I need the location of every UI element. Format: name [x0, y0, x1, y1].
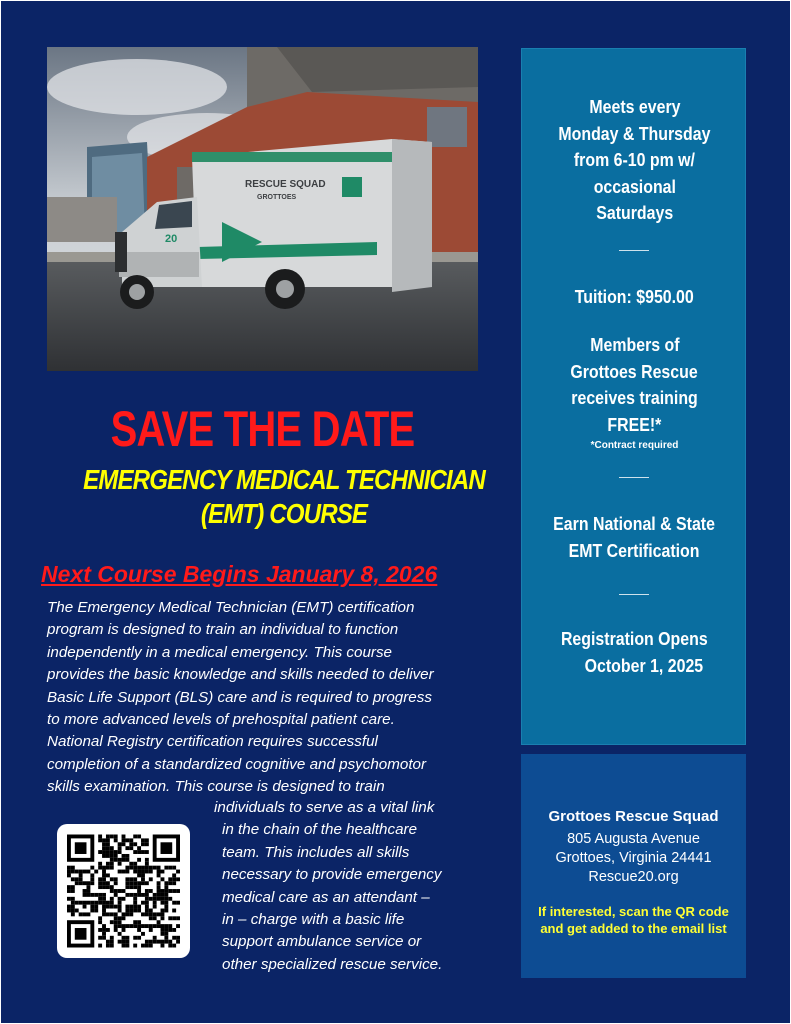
description-line: in – charge with a basic life	[222, 911, 405, 929]
qr-code-image[interactable]	[67, 834, 180, 948]
certification-line: Earn National & State	[553, 513, 716, 534]
course-title-line-1: EMERGENCY MEDICAL TECHNICIAN	[83, 464, 485, 495]
ambulance-unit-number: 20	[165, 233, 178, 245]
description-line: The Emergency Medical Technician (EMT) certification	[47, 599, 415, 616]
contact-panel	[521, 754, 746, 978]
description-line: provides the basic knowledge and skills needed to deliver	[47, 666, 434, 684]
members-line: Members of	[589, 334, 680, 355]
members-free-note	[522, 332, 747, 438]
description-line: necessary to provide emergency	[222, 866, 442, 884]
divider	[619, 594, 649, 595]
tuition	[522, 284, 747, 311]
schedule-line: Saturdays	[596, 202, 673, 223]
description-line: team. This includes all skills	[222, 843, 410, 861]
divider	[619, 477, 649, 478]
description-line: to more advanced levels of prehospital patient care.	[47, 711, 395, 729]
course-title	[41, 463, 527, 531]
address-city: Grottoes, Virginia 24441	[555, 850, 712, 866]
contract-note: *Contract required	[590, 440, 679, 451]
qr-code[interactable]	[57, 824, 190, 958]
organization-name: Grottoes Rescue Squad	[548, 808, 719, 825]
schedule-line: Monday & Thursday	[558, 122, 711, 144]
description-line: Basic Life Support (BLS) care and is required to progress	[47, 688, 432, 706]
description-line: program is designed to train an individual to function	[47, 621, 399, 639]
call-to-action: If interested, scan the QR code and get added to the email list	[538, 904, 729, 936]
members-line: Grottoes Rescue	[570, 360, 699, 382]
next-course-date: Next Course Begins January 8, 2026	[41, 561, 438, 587]
description-line: medical care as an attendant –	[222, 888, 430, 906]
divider	[619, 250, 649, 251]
description-line: completion of a standardized cognitive and psychomotor	[47, 755, 427, 773]
certification-line: EMT Certification	[569, 539, 700, 561]
course-description-continued	[214, 797, 479, 976]
course-info-panel	[521, 48, 746, 745]
meeting-schedule	[522, 94, 747, 227]
tuition-text: Tuition: $950.00	[574, 286, 695, 307]
ambulance-text-rescue-squad: RESCUE SQUAD	[245, 179, 326, 190]
description-line: in the chain of the healthcare	[222, 821, 418, 839]
description-line: support ambulance service or	[222, 933, 422, 951]
registration-line: Registration Opens	[561, 628, 708, 649]
ambulance-photo	[47, 47, 478, 371]
save-the-date-headline: SAVE THE DATE	[110, 401, 415, 457]
description-line: other specialized rescue service.	[222, 955, 443, 973]
description-line: independently in a medical emergency. This course	[47, 643, 392, 661]
registration-info	[522, 626, 747, 679]
members-line: receives training	[571, 387, 698, 408]
schedule-line: occasional	[593, 175, 676, 197]
description-line: skills examination. This course is designed to train	[47, 778, 385, 796]
certification-info	[522, 511, 747, 564]
course-description	[47, 597, 487, 799]
schedule-line: from 6-10 pm w/	[573, 149, 696, 170]
ambulance-text-grottoes: GROTTOES	[257, 194, 297, 201]
address-street: 805 Augusta Avenue	[567, 831, 700, 847]
flyer-page	[1, 1, 790, 1023]
description-line: individuals to serve as a vital link	[214, 799, 435, 816]
website-link[interactable]: Rescue20.org	[588, 869, 679, 885]
members-line: FREE!*	[607, 413, 662, 435]
schedule-line: Meets every	[588, 96, 681, 117]
course-title-line-2: (EMT) COURSE	[200, 498, 368, 529]
registration-line: October 1, 2025	[584, 654, 703, 676]
description-line: National Registry certification requires successful	[47, 733, 378, 751]
